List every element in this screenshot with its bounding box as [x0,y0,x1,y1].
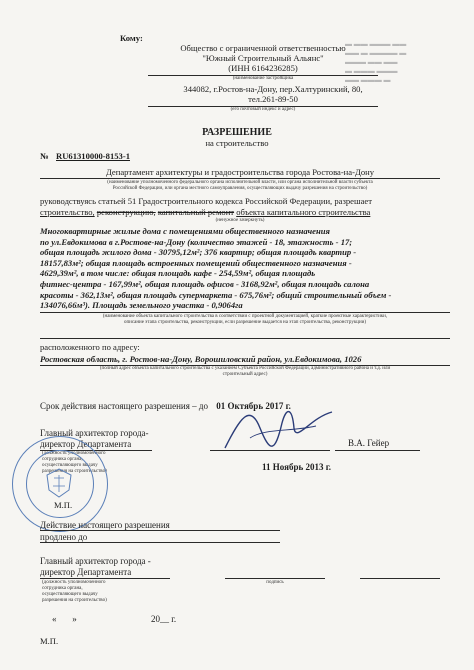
stamp-place-2: М.П. [40,636,59,646]
underline [360,578,440,579]
underline [210,450,330,451]
object-caption-1: (наименование объекта капитального строительства в соответствии с проектной документацией, краткие проектные характеристики, [102,314,388,319]
caption-line: сотрудника органа, [42,586,83,591]
signer1-title-1: Главный архитектор города- [40,428,149,438]
object-line: 134076,66м³). Площадь земельного участка - 0,9064га [40,300,243,311]
validity-label: Срок действия настоящего разрешения – до [40,401,208,411]
signature-image [220,398,340,458]
signature-caption: подпись [266,580,284,585]
date-blank: « » 20__ г. [52,614,177,624]
location-caption-1: (полный адрес объекта капитального строительства с указанием Субъекта Российской Федерации, административного района и т.д. или [99,366,391,371]
object-line: 18157,83м²; общая площадь встроенных помещений общественного назначения - [40,257,352,268]
extended-label: продлено до [40,532,88,542]
object-caption-2: описание этапа строительства, реконструкции, если разрешение выдается на этап строительства, реконструкции) [124,320,366,325]
underline [40,530,280,531]
guided-line: руководствуясь статьей 51 Градостроительного кодекса Российской Федерации, разрешает [40,196,372,206]
strike-caption: (ненужное зачеркнуть) [215,218,265,223]
document-subtitle: на строительство [205,138,269,148]
number-label: № [40,151,49,161]
validity-date: 01 Октябрь 2017 г. [216,401,291,411]
department-caption-2: Российской Федерации, или органа местного самоуправления, осуществляющих выдачу разрешения на строительство) [112,186,368,191]
object-line: 4629,39м², в том числе: общая площадь кафе - 254,59м², общая площадь [40,268,316,279]
bleed-through-text: ▬ ▬▬ ▬▬▬ ▬▬ ▬▬ ▬ ▬▬▬▬ ▬ ▬▬▬ ▬▬ ▬▬ ▬ ▬▬▬ ▬▬▬ ▬▬ ▬▬▬ ▬ [345,40,407,84]
addressee-inn: (ИНН 6164236285) [228,63,298,73]
extension-label: Действие настоящего разрешения [40,520,170,530]
caption-line: разрешения на строительство) [42,469,107,474]
work-overhaul: капитальный ремонт [157,207,235,217]
underline [335,450,420,451]
work-construction: строительство, [40,207,95,217]
department-caption-1: (наименование уполномоченного федерального органа исполнительной власти, или органа исполнительной власти субъекта [107,180,373,185]
addressee-label: Кому: [120,33,143,43]
location-label: расположенного по адресу: [40,342,140,352]
object-line: по ул.Евдокимова в г.Ростове-на-Дону (количество этажей - 18, этажность - 17; [40,236,353,247]
signer2-caption [42,580,107,604]
underline [40,542,280,543]
work-object: объекта капитального строительства [236,207,371,217]
addressee-org-line1: Общество с ограниченной ответственностью [180,43,346,53]
caption-line: осуществляющего выдачу [42,592,98,597]
caption-line: сотрудника органа, [42,457,83,462]
permit-number: RU61310000-8153-1 [56,151,130,161]
location-caption-2: строительный адрес) [222,372,268,377]
signer1-name: В.А. Гейер [348,438,390,448]
object-line: общая площадь жилого дома - 30795,12м²; 376 квартир; общая площадь квартир - [40,247,357,258]
addressee-address: 344082, г.Ростов-на-Дону, пер.Халтуринский, 80, [183,84,363,94]
underline [225,578,325,579]
underline [40,578,170,579]
addressee-org-line2: "Южный Строительный Альянс" [202,53,324,63]
object-line: фитнес-центра - 167,99м², общая площадь офисов - 3168,92м², общая площадь салона [40,278,370,289]
object-line: Многоквартирные жилые дома с помещениями общественного назначения [40,226,330,236]
underline [40,178,440,179]
signer2-title-2: директор Департамента [40,567,132,577]
department-name: Департамент архитектуры и градостроительства города Ростова-на-Дону [105,167,375,177]
underline [40,312,450,313]
works-line [40,207,460,217]
stamp-place-1: М.П. [54,500,73,510]
signer2-title-1: Главный архитектор города - [40,556,151,566]
addressee-phone: тел.261-89-50 [248,94,298,104]
work-reconstruction: реконструкцию, [96,207,156,217]
object-line: красоты - 362,13м², общая площадь супермаркета - 675,76м²; общий строительный объем - [40,289,392,300]
object-location: Ростовская область, г. Ростов-на-Дону, Ворошиловский район, ул.Евдокимова, 1026 [40,354,362,364]
address-caption: (его почтовый индекс и адрес) [230,107,296,112]
developer-caption: (наименование застройщика [232,76,294,81]
caption-line: (должность уполномоченного [42,451,106,456]
object-description [40,226,450,311]
caption-line: разрешения на строительство) [42,598,107,603]
document-title: РАЗРЕШЕНИЕ [202,127,272,138]
caption-line: (должность уполномоченного [42,580,106,585]
coat-of-arms-icon [42,466,76,500]
signer1-date: 11 Ноябрь 2013 г. [262,462,332,472]
signer1-title-2: директор Департамента [40,439,132,449]
underline [40,338,450,339]
caption-line: осуществляющего выдачу [42,463,98,468]
